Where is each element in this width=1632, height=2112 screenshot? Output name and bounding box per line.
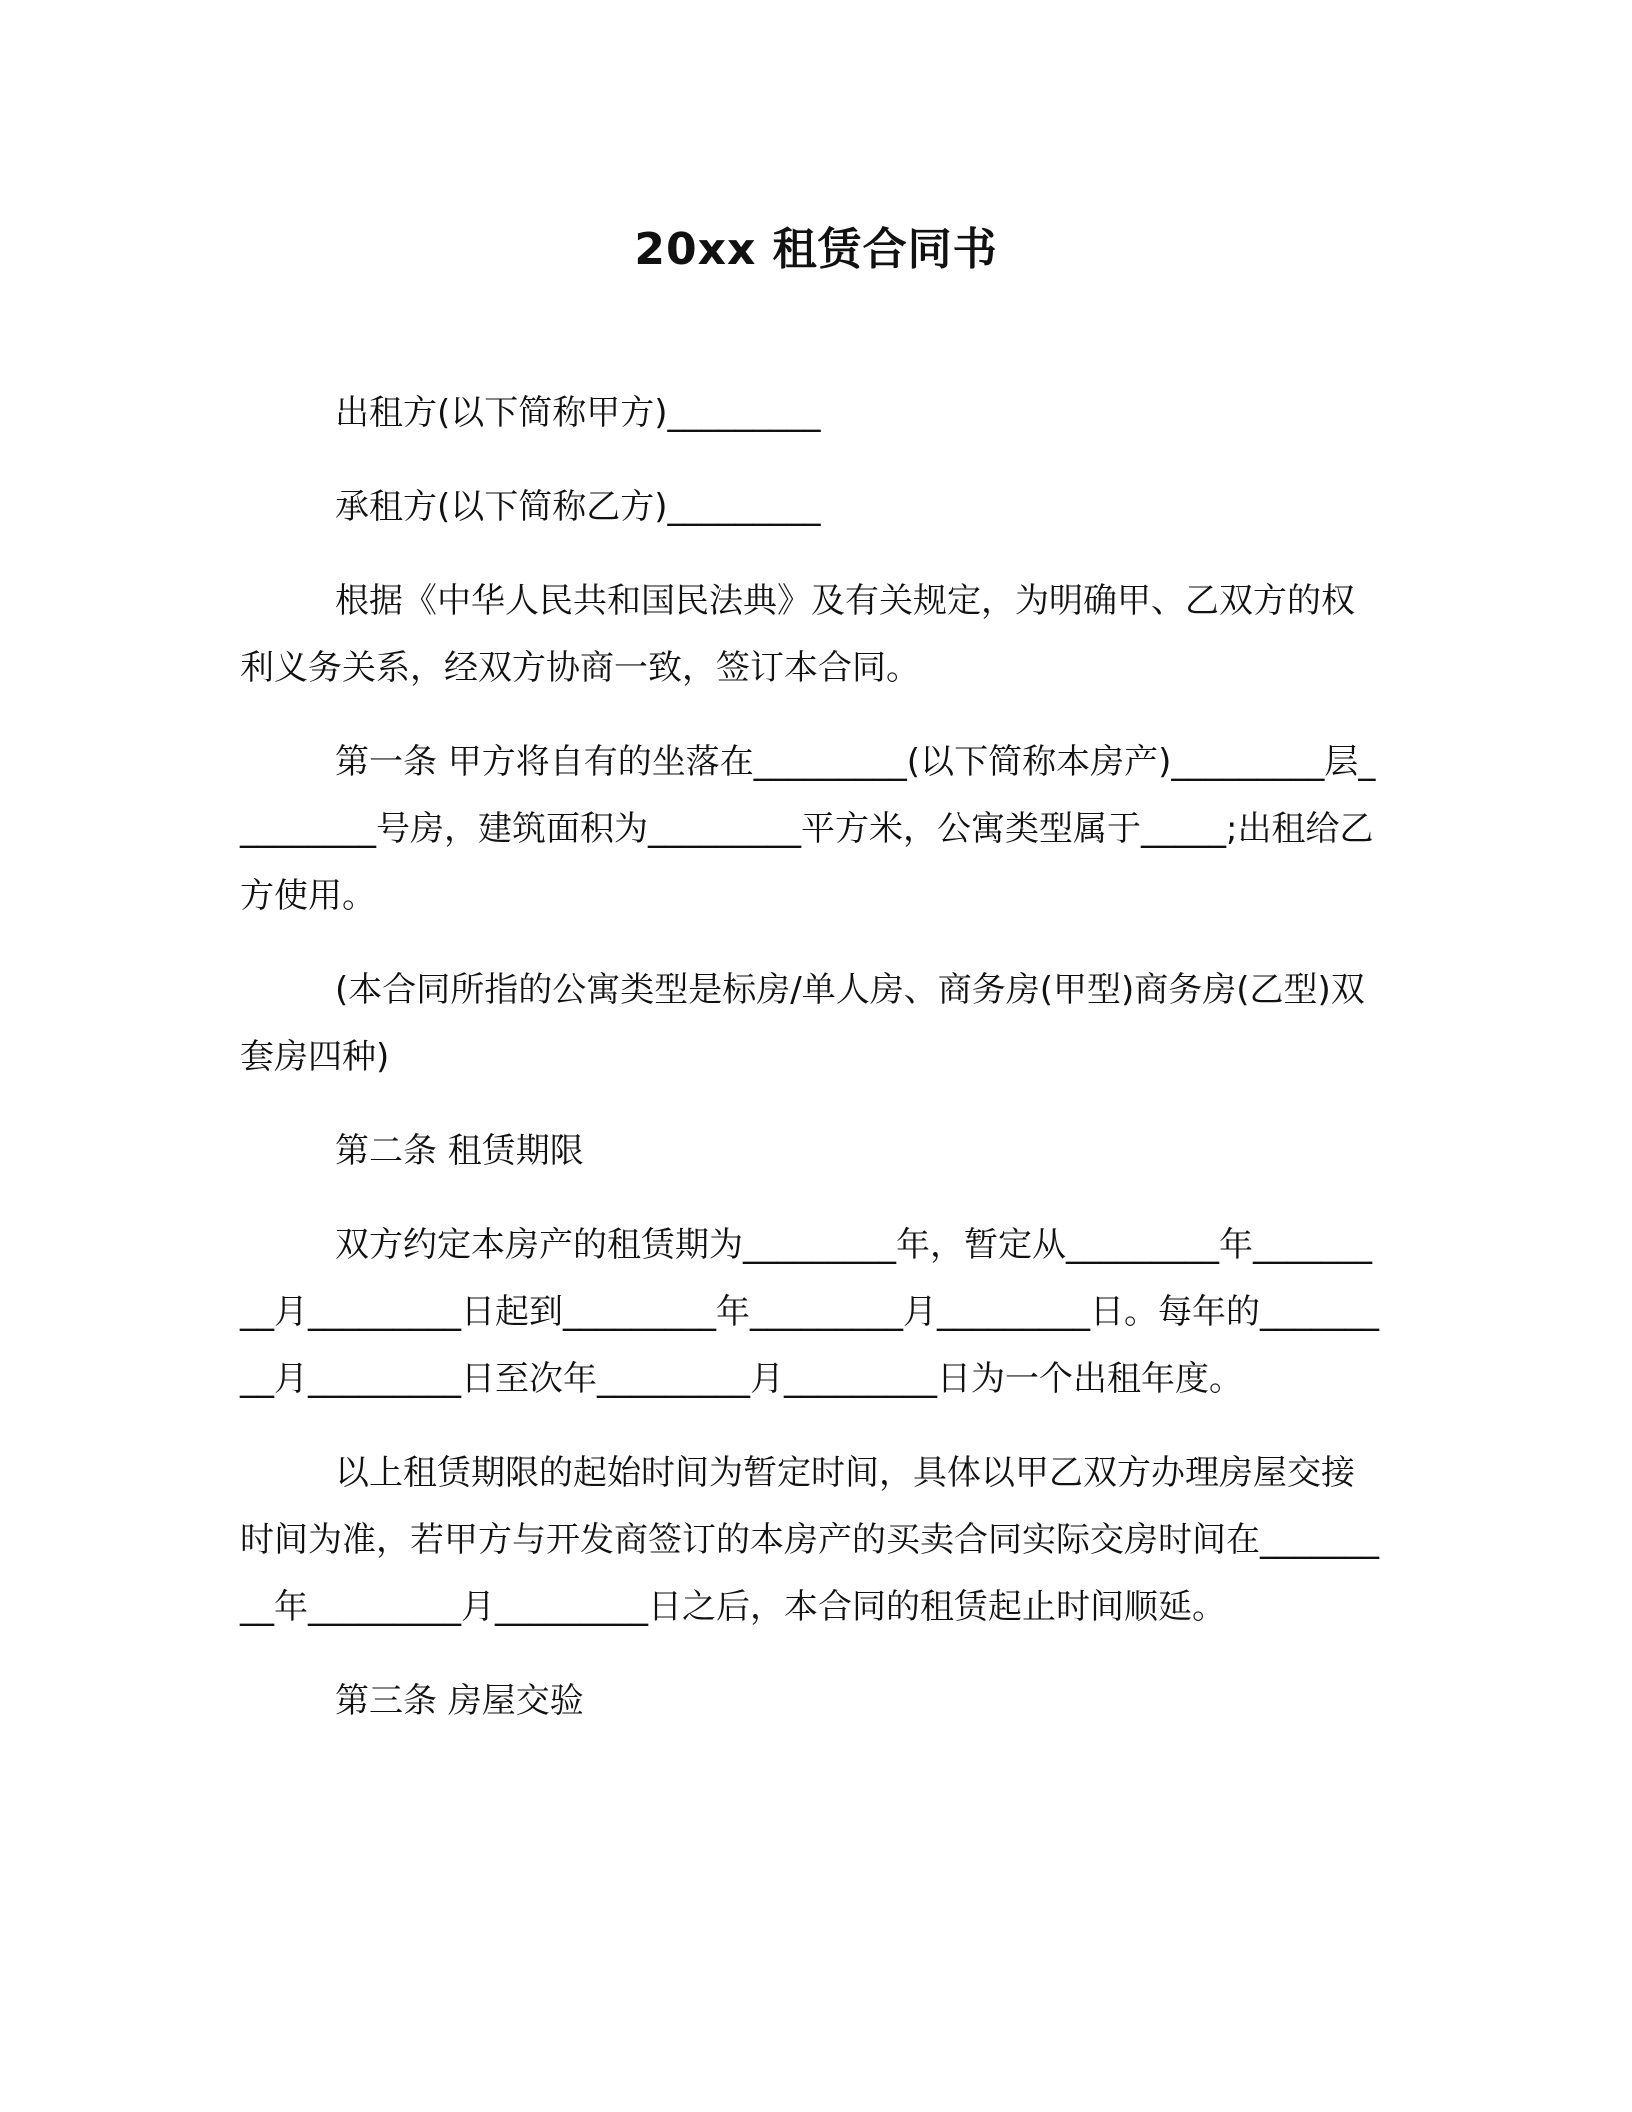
paragraph-article-1: 第一条 甲方将自有的坐落在_________(以下简称本房产)_________层_________号房，建筑面积为_________平方米，公寓类型属于_____;出租给乙方使用。	[240, 742, 1376, 916]
heading-article-3: 第三条 房屋交验	[335, 1681, 584, 1721]
document-title: 20xx 租赁合同书	[634, 224, 998, 275]
paragraph-lessor: 出租方(以下简称甲方)_________	[335, 393, 821, 433]
paragraph-lessee: 承租方(以下简称乙方)_________	[335, 487, 821, 527]
heading-article-2: 第二条 租赁期限	[335, 1131, 584, 1171]
paragraph-preamble: 根据《中华人民共和国民法典》及有关规定，为明确甲、乙双方的权利义务关系，经双方协商一致，签订本合同。	[240, 581, 1355, 688]
document-body	[240, 380, 1380, 1762]
paragraph-apartment-types: (本合同所指的公寓类型是标房/单人房、商务房(甲型)商务房(乙型)双套房四种)	[240, 970, 1365, 1077]
paragraph-lease-start: 以上租赁期限的起始时间为暂定时间，具体以甲乙双方办理房屋交接时间为准，若甲方与开发商签订的本房产的买卖合同实际交房时间在_________年_________月_________日之后，本合同的租赁起止时间顺延。	[240, 1453, 1379, 1627]
paragraph-lease-term: 双方约定本房产的租赁期为_________年，暂定从_________年_________月_________日起到_________年_________月_________日。每年的_________月_________日至次年_________月_________日为一个出租年度。	[240, 1225, 1379, 1399]
